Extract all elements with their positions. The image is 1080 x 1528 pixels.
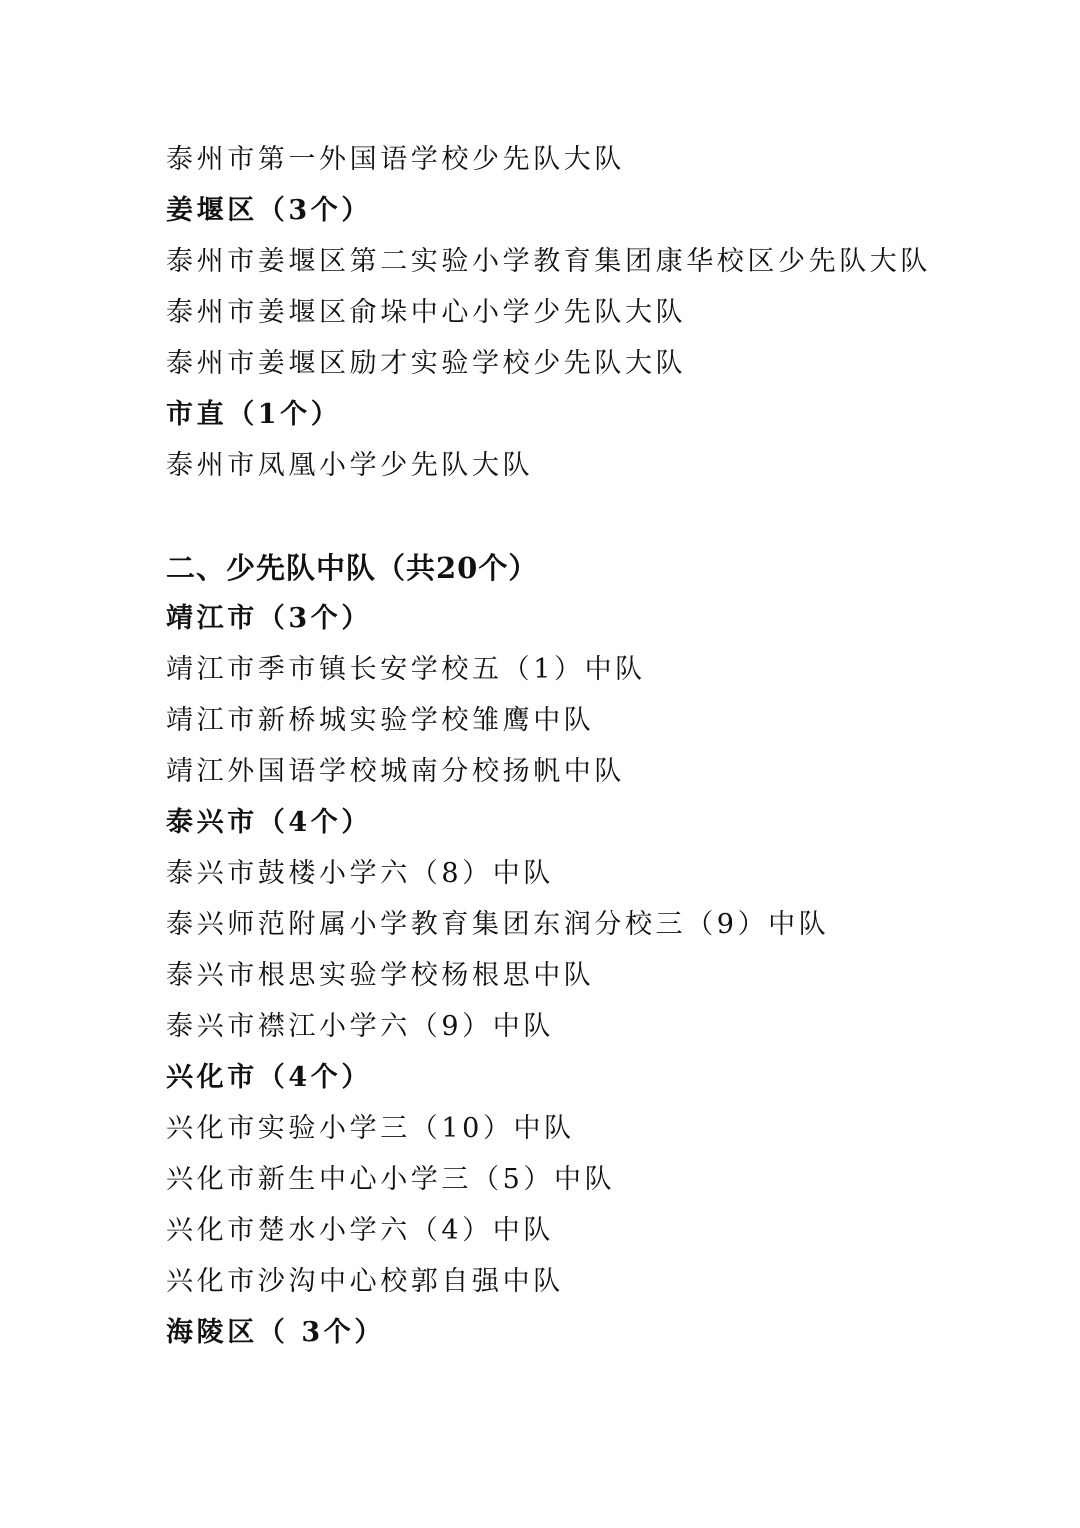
list-item: 靖江市季市镇长安学校五（1）中队 [166, 654, 646, 685]
section-title: 二、少先队中队（共20个） [166, 551, 539, 585]
list-item: 泰州市第一外国语学校少先队大队 [166, 144, 625, 175]
list-item: 兴化市楚水小学六（4）中队 [166, 1215, 554, 1246]
list-item: 泰兴市襟江小学六（9）中队 [166, 1011, 554, 1042]
list-item: 兴化市实验小学三（10）中队 [166, 1113, 575, 1144]
list-item: 靖江外国语学校城南分校扬帆中队 [166, 756, 625, 787]
list-item: 泰兴市鼓楼小学六（8）中队 [166, 858, 554, 889]
list-item: 靖江市新桥城实验学校雏鹰中队 [166, 705, 595, 736]
list-item: 兴化市沙沟中心校郭自强中队 [166, 1266, 564, 1297]
district-header-hailing: 海陵区（ 3个） [166, 1317, 385, 1348]
district-header-xinghua: 兴化市（4个） [166, 1062, 372, 1093]
district-header-shizhi: 市直（1个） [166, 399, 342, 430]
list-item: 泰州市凤凰小学少先队大队 [166, 450, 534, 481]
district-header-taixing: 泰兴市（4个） [166, 807, 372, 838]
list-item: 泰兴市根思实验学校杨根思中队 [166, 960, 595, 991]
district-header-jingjiang: 靖江市（3个） [166, 603, 372, 634]
list-item: 泰州市姜堰区俞垛中心小学少先队大队 [166, 297, 687, 328]
district-header-jiangyan: 姜堰区（3个） [166, 195, 372, 226]
list-item: 泰兴师范附属小学教育集团东润分校三（9）中队 [166, 909, 830, 940]
list-item: 泰州市姜堰区励才实验学校少先队大队 [166, 348, 687, 379]
list-item: 泰州市姜堰区第二实验小学教育集团康华校区少先队大队 [166, 246, 931, 277]
list-item: 兴化市新生中心小学三（5）中队 [166, 1164, 616, 1195]
